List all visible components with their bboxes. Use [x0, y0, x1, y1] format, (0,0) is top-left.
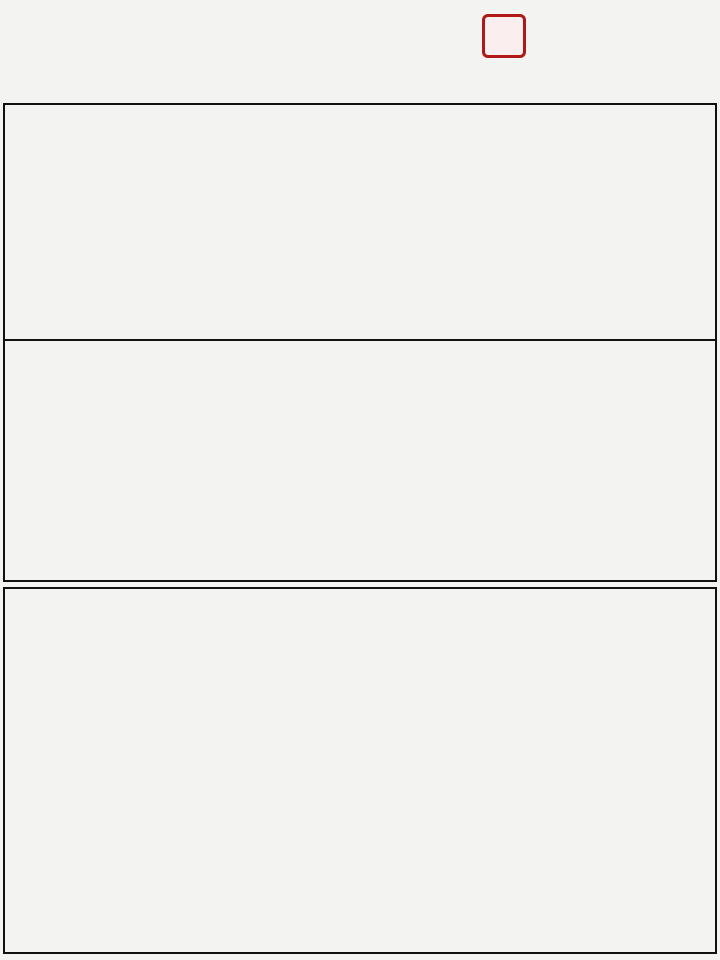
seal-stamp: [482, 14, 526, 58]
brand-logo: [482, 6, 704, 64]
yearly-grid: [3, 587, 717, 954]
four-pillars-grid: [3, 103, 717, 341]
header: [0, 0, 720, 102]
dai-van-grid: [3, 341, 717, 582]
